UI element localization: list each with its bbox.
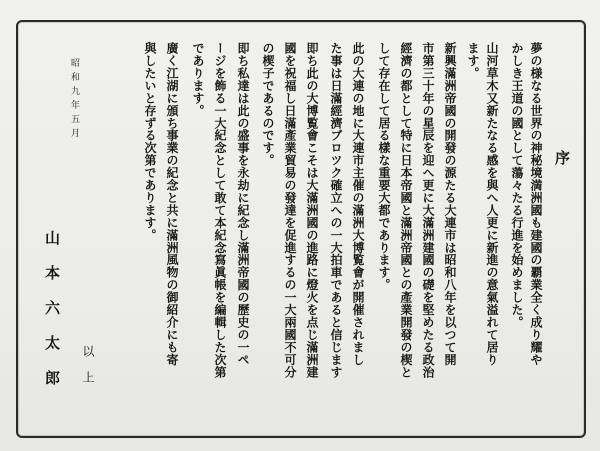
text-column: 國を祝福し日滿產業貿易の發達を促進するの一大兩國不可分 <box>283 42 297 379</box>
text-column: 與したいと存ずる次第であります。 <box>143 42 157 242</box>
text-column: 夢の様なる世界の神秘境満洲國も建國の覇業全く成り耀や <box>529 42 543 366</box>
text-column: の楔子であるのです。 <box>261 42 275 167</box>
author-signature: 山本六太郎 <box>43 230 61 405</box>
text-column: ます。 <box>466 42 480 80</box>
text-column: 經濟の都として特に日本帝國と滿洲帝國との產業開發の楔と <box>399 42 413 379</box>
preface-title: 序 <box>553 150 571 177</box>
text-column: 即ち此の大博覧會こそは大滿洲國の進路に燈火を点じ滿洲建 <box>305 42 319 379</box>
text-column: ージを飾る一大紀念として敢て本紀念寫眞帳を編輯した次第 <box>213 42 227 379</box>
text-column: 即ち私達は此の盛事を永劫に紀念し滿洲帝國の歷史の一ペ <box>236 42 250 366</box>
text-column: た事は日滿經濟ブロツク確立への一大拍車であると信じます <box>329 42 343 379</box>
text-column: して存在して居る樣な重要大都であります。 <box>377 42 391 291</box>
text-column: 廣く江湖に頒ち事業の紀念と共に滿洲風物の御紹介にも寄 <box>165 42 179 366</box>
text-column: 此の大連の地に大連市主催の滿洲大博覧會が開催されまし <box>351 42 365 366</box>
text-column: 市第三十年の星辰を迎へ更に大滿洲建國の礎を堅めたる政治 <box>421 42 435 379</box>
date-line: 昭和九年五月 <box>69 58 79 142</box>
decorative-border <box>16 20 586 438</box>
text-column: 新興滿洲帝國の開發の源たる大連市は昭和八年を以つて開 <box>443 42 457 366</box>
closing-word: 以上 <box>81 345 95 397</box>
text-column: であります。 <box>191 42 205 117</box>
text-column: かしき王道の國として蕩々たる行進を始めました。 <box>510 42 524 329</box>
text-column: 山河草木又新たなる感を與へ人更に新進の意氣溢れて居り <box>485 42 499 366</box>
